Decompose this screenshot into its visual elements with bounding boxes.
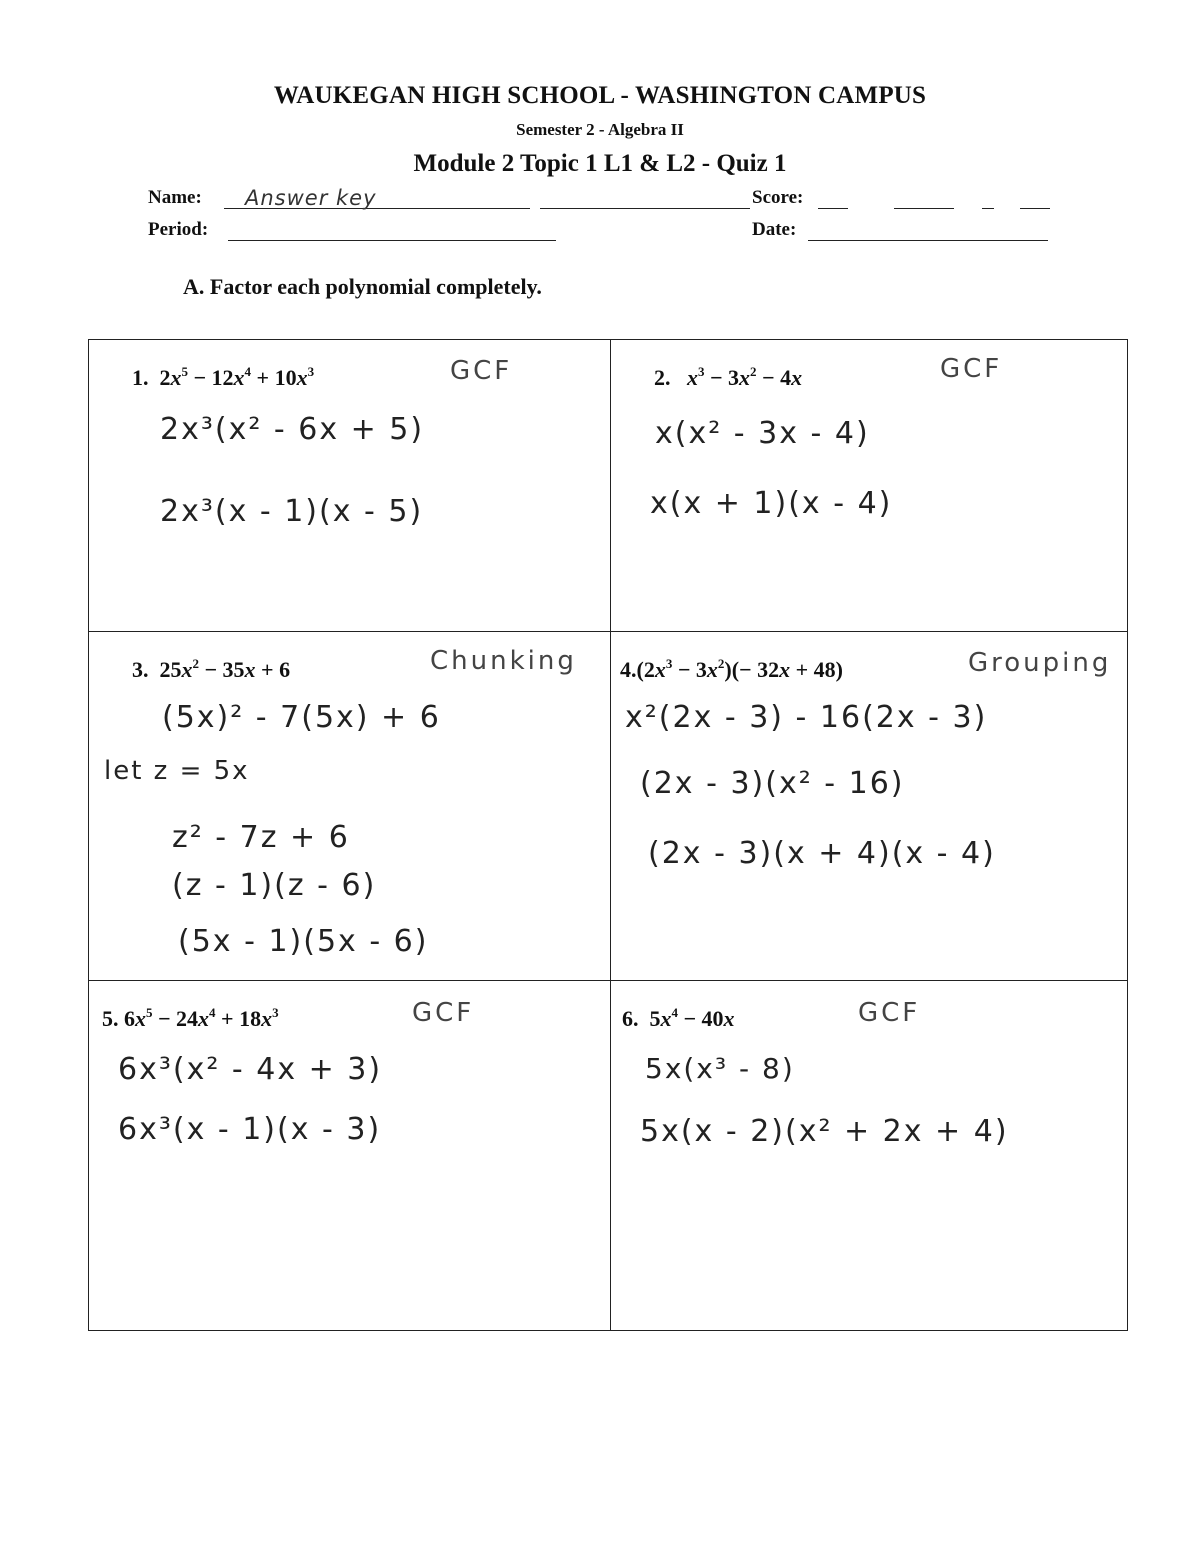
problem-4-expression: $(2x^3 - 3x^2)(- 32x + 48)$ <box>636 656 843 682</box>
date-line <box>808 240 1048 241</box>
problem-6-expression: $5x^4 - 40x$ <box>649 1005 735 1031</box>
problem-2-step-1: x(x² - 3x - 4) <box>655 416 870 451</box>
grid-divider-row-2 <box>88 980 1128 981</box>
problem-2-number: 2. <box>654 365 671 390</box>
problem-1-number: 1. <box>132 365 149 390</box>
problem-6-step-2: 5x(x - 2)(x² + 2x + 4) <box>640 1114 1009 1149</box>
problem-6-method: GCF <box>858 998 921 1028</box>
problem-4-step-1: x²(2x - 3) - 16(2x - 3) <box>625 700 988 735</box>
problem-4-step-2: (2x - 3)(x² - 16) <box>640 766 905 801</box>
score-line-3 <box>982 208 994 209</box>
date-label: Date: <box>752 219 797 240</box>
problem-5-number: 5. <box>102 1006 119 1031</box>
score-line-4 <box>1020 208 1050 209</box>
problem-1 <box>132 364 314 391</box>
problem-3-method: Chunking <box>430 646 577 676</box>
score-line-1 <box>818 208 848 209</box>
problem-3-step-3: z² - 7z + 6 <box>172 820 350 855</box>
quiz-title: Module 2 Topic 1 L1 & L2 - Quiz 1 <box>413 150 787 177</box>
name-value: Answer key <box>245 186 377 210</box>
problem-5-method: GCF <box>412 998 475 1028</box>
score-label: Score: <box>752 187 804 208</box>
problem-4-step-3: (2x - 3)(x + 4)(x - 4) <box>648 836 996 871</box>
problem-6-number: 6. <box>622 1006 639 1031</box>
period-line <box>228 240 556 241</box>
school-title: WAUKEGAN HIGH SCHOOL - WASHINGTON CAMPUS <box>273 82 927 109</box>
problem-1-expression: $2x^5 - 12x^4 + 10x^3$ <box>159 364 315 390</box>
problem-5 <box>102 1005 279 1032</box>
problem-2-method: GCF <box>940 354 1003 384</box>
problem-3-step-1: (5x)² - 7(5x) + 6 <box>162 700 441 735</box>
grid-divider-vertical <box>610 339 611 1331</box>
score-line-2 <box>894 208 954 209</box>
problem-3-step-2: let z = 5x <box>104 756 250 786</box>
problem-5-expression: $6x^5 - 24x^4 + 18x^3$ <box>124 1005 279 1031</box>
problem-4 <box>620 656 843 683</box>
problem-2 <box>654 364 802 391</box>
problem-5-step-1: 6x³(x² - 4x + 3) <box>118 1052 383 1087</box>
problem-1-method: GCF <box>450 356 513 386</box>
problem-3 <box>132 656 290 683</box>
grid-divider-row-1 <box>88 631 1128 632</box>
problem-3-number: 3. <box>132 657 149 682</box>
problem-3-step-4: (z - 1)(z - 6) <box>172 868 377 903</box>
name-label: Name: <box>148 187 202 208</box>
problem-2-step-2: x(x + 1)(x - 4) <box>650 486 893 521</box>
problem-6-step-1: 5x(x³ - 8) <box>645 1052 795 1085</box>
problem-4-method: Grouping <box>968 648 1112 678</box>
problem-3-expression: $25x^2 - 35x + 6$ <box>159 656 291 682</box>
section-heading: A. Factor each polynomial completely. <box>183 274 542 299</box>
problem-3-step-5: (5x - 1)(5x - 6) <box>178 924 429 959</box>
problem-6 <box>622 1005 735 1032</box>
course-subtitle: Semester 2 - Algebra II <box>516 120 684 139</box>
problem-1-step-2: 2x³(x - 1)(x - 5) <box>160 494 424 529</box>
problem-2-expression: $x^3 - 3x^2 - 4x$ <box>687 364 803 390</box>
name-line-extension <box>540 208 750 209</box>
problem-5-step-2: 6x³(x - 1)(x - 3) <box>118 1112 382 1147</box>
problem-4-number: 4. <box>620 657 637 682</box>
problem-1-step-1: 2x³(x² - 6x + 5) <box>160 412 425 447</box>
period-label: Period: <box>148 219 209 240</box>
